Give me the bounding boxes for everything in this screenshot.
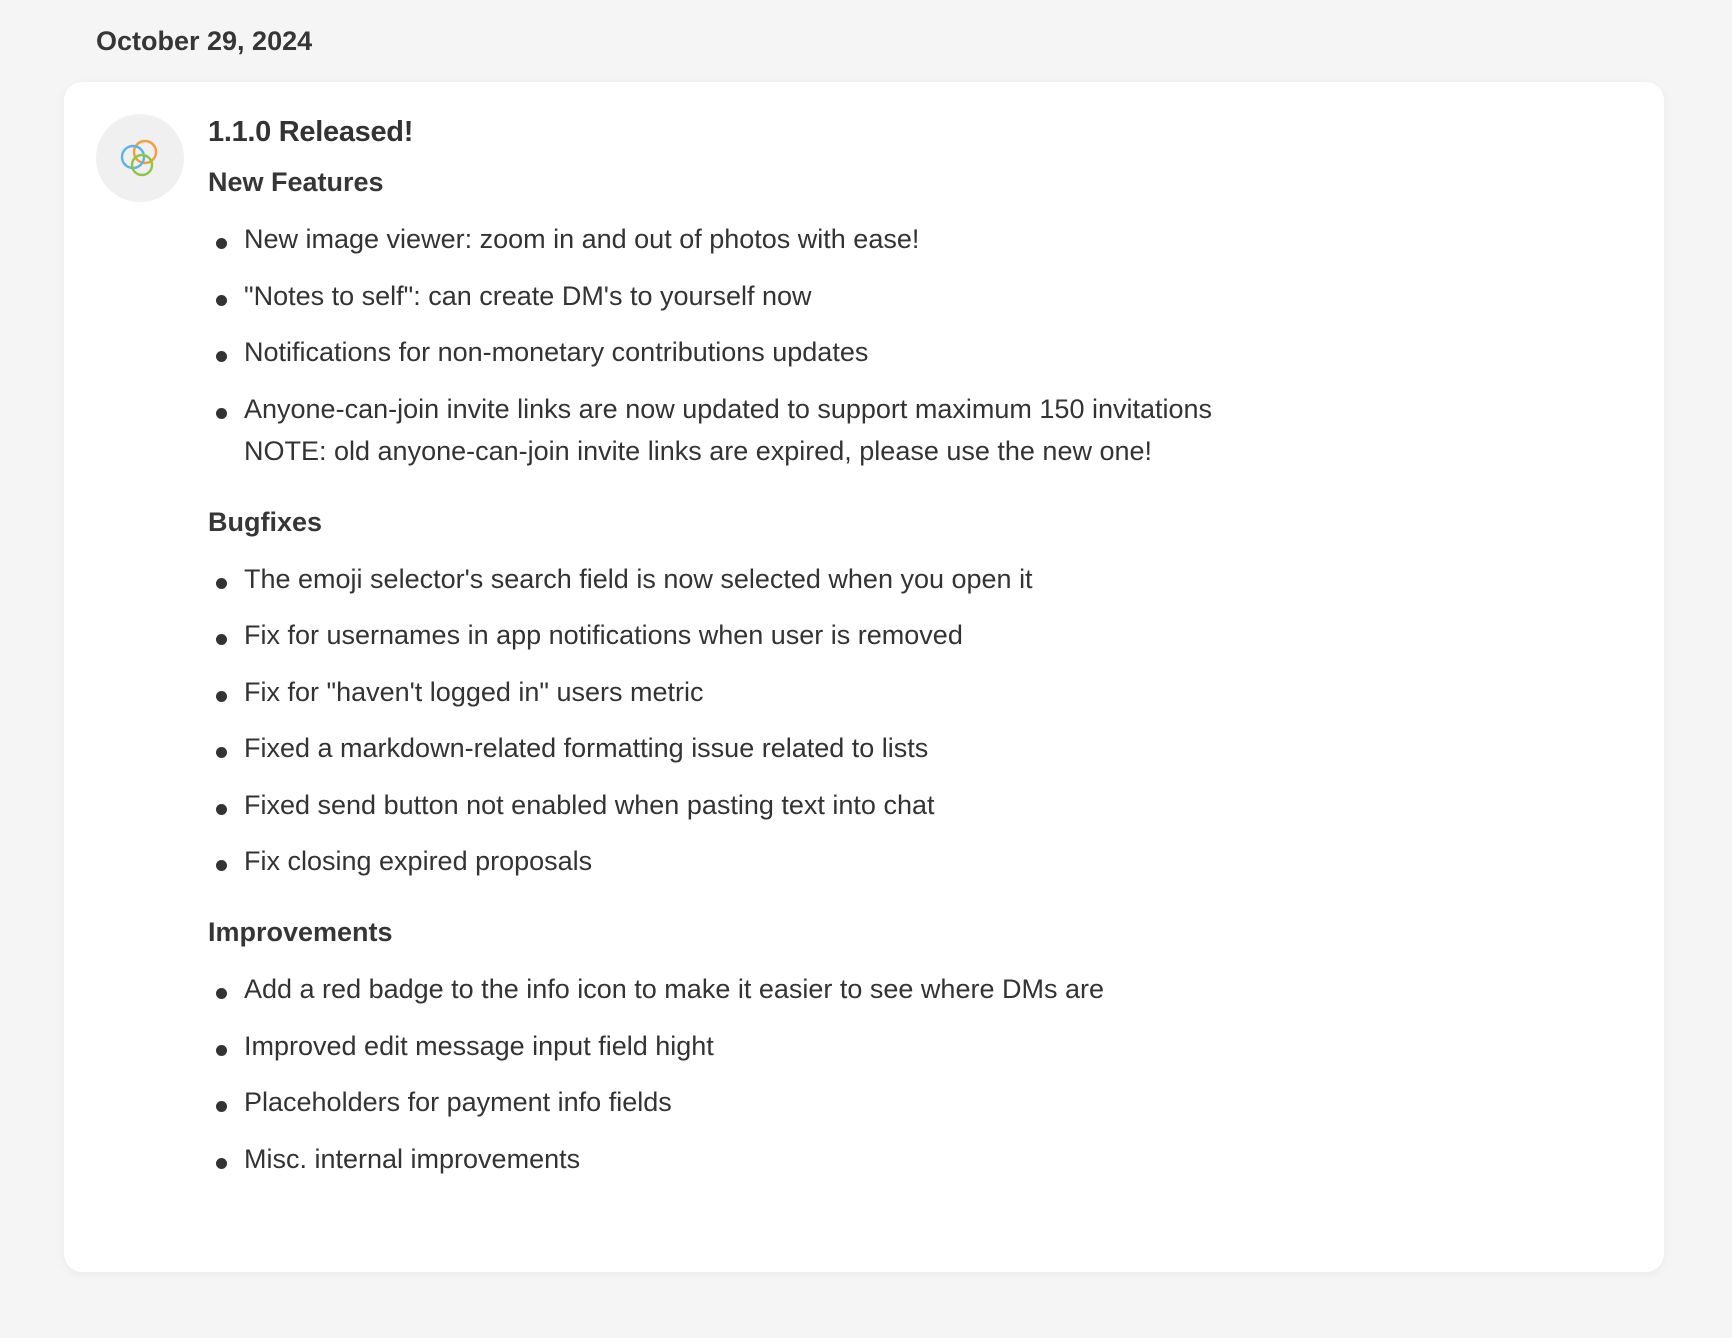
list-item: The emoji selector's search field is now selected when you open it [208,558,1608,600]
section-heading-improvements: Improvements [208,917,393,947]
list-item [208,388,1608,472]
list-item: Placeholders for payment info fields [208,1081,1608,1123]
new-features-list [208,218,1608,472]
list-item: Misc. internal improvements [208,1138,1608,1180]
list-item-text: Anyone-can-join invite links are now updated to support maximum 150 invitations [244,393,1213,424]
improvements-list [208,968,1608,1180]
list-item: Fix for usernames in app notifications when user is removed [208,614,1608,656]
section-heading-bugfixes: Bugfixes [208,506,323,537]
list-item: New image viewer: zoom in and out of photos with ease! [208,218,1608,260]
release-note-card [64,82,1664,1272]
post-date: October 29, 2024 [96,26,313,56]
list-item: Fix for "haven't logged in" users metric [208,671,1608,713]
intertwined-rings-logo-icon [117,135,163,181]
list-item-note: NOTE: old anyone-can-join invite links are expired, please use the new one! [244,435,1153,466]
list-item: Fixed send button not enabled when pasting text into chat [208,784,1608,826]
post-title: 1.1.0 Released! [208,116,414,148]
list-item: Improved edit message input field hight [208,1025,1608,1067]
list-item: "Notes to self": can create DM's to yourself now [208,275,1608,317]
list-item: Fix closing expired proposals [208,840,1608,882]
section-heading-new-features: New Features [208,167,384,197]
list-item: Notifications for non-monetary contributions updates [208,331,1608,373]
release-note-content [208,112,1608,1194]
bugfixes-list [208,558,1608,883]
list-item: Fixed a markdown-related formatting issue related to lists [208,727,1608,769]
list-item: Add a red badge to the info icon to make it easier to see where DMs are [208,968,1608,1010]
avatar [96,114,184,202]
